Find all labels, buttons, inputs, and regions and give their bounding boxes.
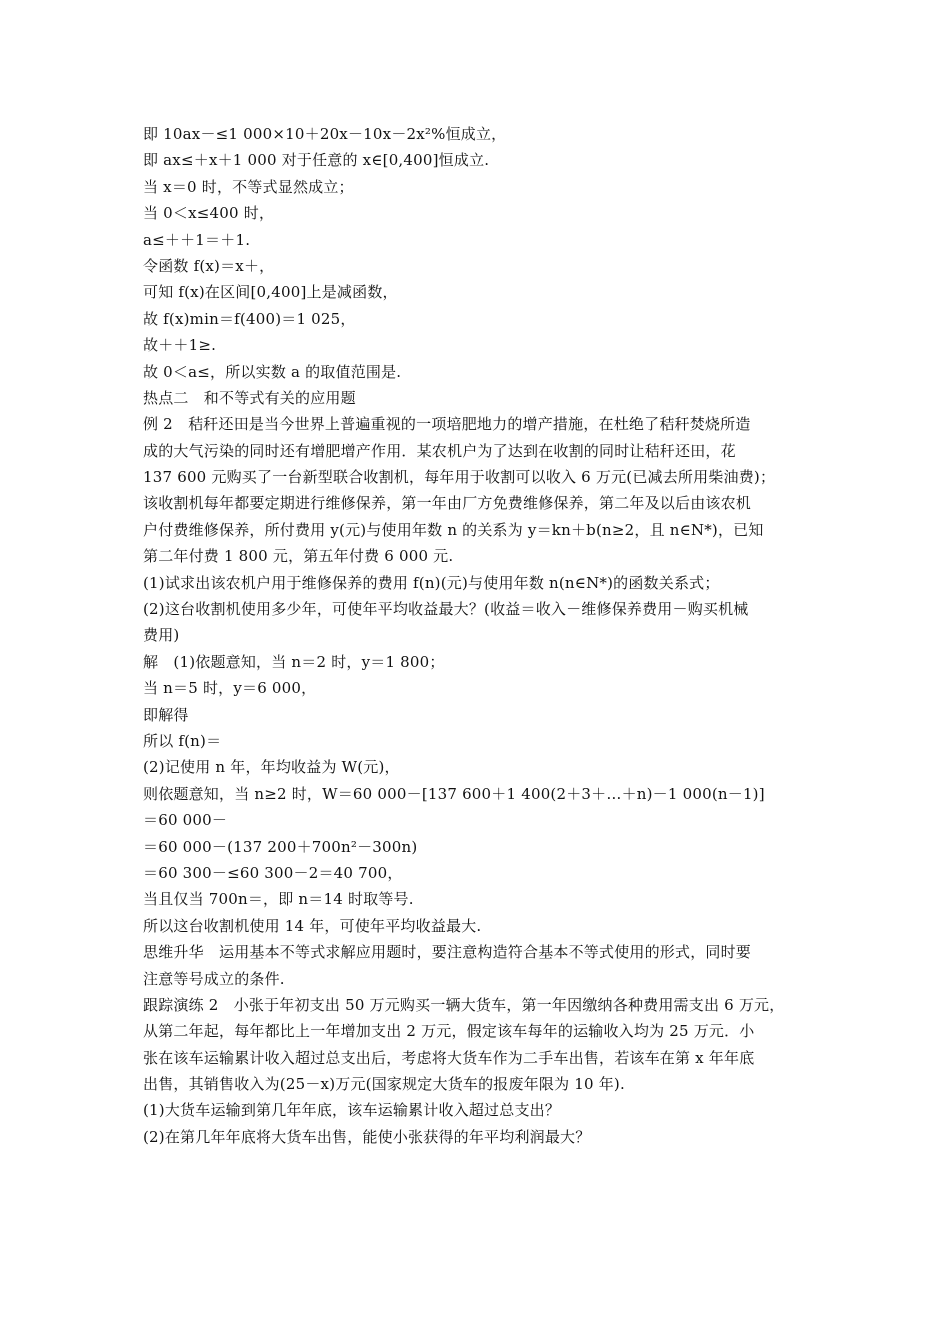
solution-line: ＝60 300－≤60 300－2＝40 700， — [143, 863, 403, 882]
practice-text-line: 跟踪演练 2 小张于年初支出 50 万元购买一辆大货车，第一年因缴纳各种费用需支出 6 万元， — [143, 995, 785, 1014]
solution-line: (2)记使用 n 年，年均收益为 W(元)， — [143, 758, 400, 777]
example-text-line: 第二年付费 1 800 元，第五年付费 6 000 元. — [143, 547, 454, 566]
text-line: 当 x＝0 时，不等式显然成立； — [143, 177, 354, 196]
text-line: 可知 f(x)在区间[0,400]上是减函数， — [143, 283, 398, 302]
text-line: 故＋＋1≥. — [143, 336, 217, 355]
solution-line: 则依题意知，当 n≥2 时，W＝60 000－[137 600＋1 400(2＋3＋…＋n)－1 000(n－1)] — [143, 784, 765, 803]
example-text-line: 137 600 元购买了一台新型联合收割机，每年用于收割可以收入 6 万元(已减去所用柴油费)； — [143, 468, 776, 487]
solution-line: ＝60 000－(137 200＋700n²－300n) — [143, 837, 418, 856]
text-line: a≤＋＋1＝＋1. — [143, 230, 251, 249]
example-text-line: 例 2 秸秆还田是当今世界上普遍重视的一项培肥地力的增产措施，在杜绝了秸秆焚烧所造 — [143, 415, 751, 434]
question-1: (1)试求出该农机户用于维修保养的费用 f(n)(元)与使用年数 n(n∈N*)的函数关系式； — [143, 573, 720, 592]
solution-line: 当 n＝5 时，y＝6 000， — [143, 679, 317, 698]
solution-line: 所以 f(n)＝ — [143, 731, 222, 750]
practice-question-1: (1)大货车运输到第几年年底，该车运输累计收入超过总支出？ — [143, 1101, 561, 1120]
example-text-line: 户付费维修保养，所付费用 y(元)与使用年数 n 的关系为 y＝kn＋b(n≥2，且 n∈N*)，已知 — [143, 520, 764, 539]
practice-text-line: 张在该车运输累计收入超过总支出后，考虑将大货车作为二手车出售，若该车在第 x 年年底 — [143, 1048, 755, 1067]
text-line: 即 10ax－≤1 000×10＋20x－10x－2x²%恒成立， — [143, 125, 507, 143]
solution-line: ＝60 000－ — [143, 811, 228, 830]
practice-question-2: (2)在第几年年底将大货车出售，能使小张获得的年平均利润最大？ — [143, 1127, 591, 1146]
document-body — [143, 121, 823, 1150]
question-2-continued: 费用) — [143, 626, 180, 645]
example-text-line: 该收割机每年都要定期进行维修保养，第一年由厂方免费维修保养，第二年及以后由该农机 — [143, 494, 752, 513]
summary-line: 注意等号成立的条件. — [143, 969, 285, 988]
solution-line: 即解得 — [143, 705, 189, 724]
solution-line: 当且仅当 700n＝，即 n＝14 时取等号. — [143, 890, 414, 909]
text-line: 当 0＜x≤400 时， — [143, 204, 275, 223]
text-line: 即 ax≤＋x＋1 000 对于任意的 x∈[0,400]恒成立. — [143, 151, 490, 170]
example-text-line: 成的大气污染的同时还有增肥增产作用．某农机户为了达到在收割的同时让秸秆还田，花 — [143, 441, 736, 460]
text-line: 故 f(x)min＝f(400)＝1 025， — [143, 309, 356, 328]
summary-line: 思维升华 运用基本不等式求解应用题时，要注意构造符合基本不等式使用的形式，同时要 — [143, 943, 752, 962]
practice-text-line: 出售，其销售收入为(25－x)万元(国家规定大货车的报废年限为 10 年). — [143, 1075, 625, 1094]
solution-line: 所以这台收割机使用 14 年，可使年平均收益最大. — [143, 916, 482, 935]
text-line: 故 0＜a≤，所以实数 a 的取值范围是. — [143, 362, 402, 381]
solution-line: 解 (1)依题意知，当 n＝2 时，y＝1 800； — [143, 652, 445, 671]
text-line: 令函数 f(x)＝x＋， — [143, 256, 275, 275]
question-2: (2)这台收割机使用多少年，可使年平均收益最大？(收益＝收入－维修保养费用－购买机械 — [143, 600, 749, 619]
practice-text-line: 从第二年起，每年都比上一年增加支出 2 万元，假定该车每年的运输收入均为 25 万元．小 — [143, 1022, 755, 1041]
section-heading: 热点二 和不等式有关的应用题 — [143, 388, 356, 407]
